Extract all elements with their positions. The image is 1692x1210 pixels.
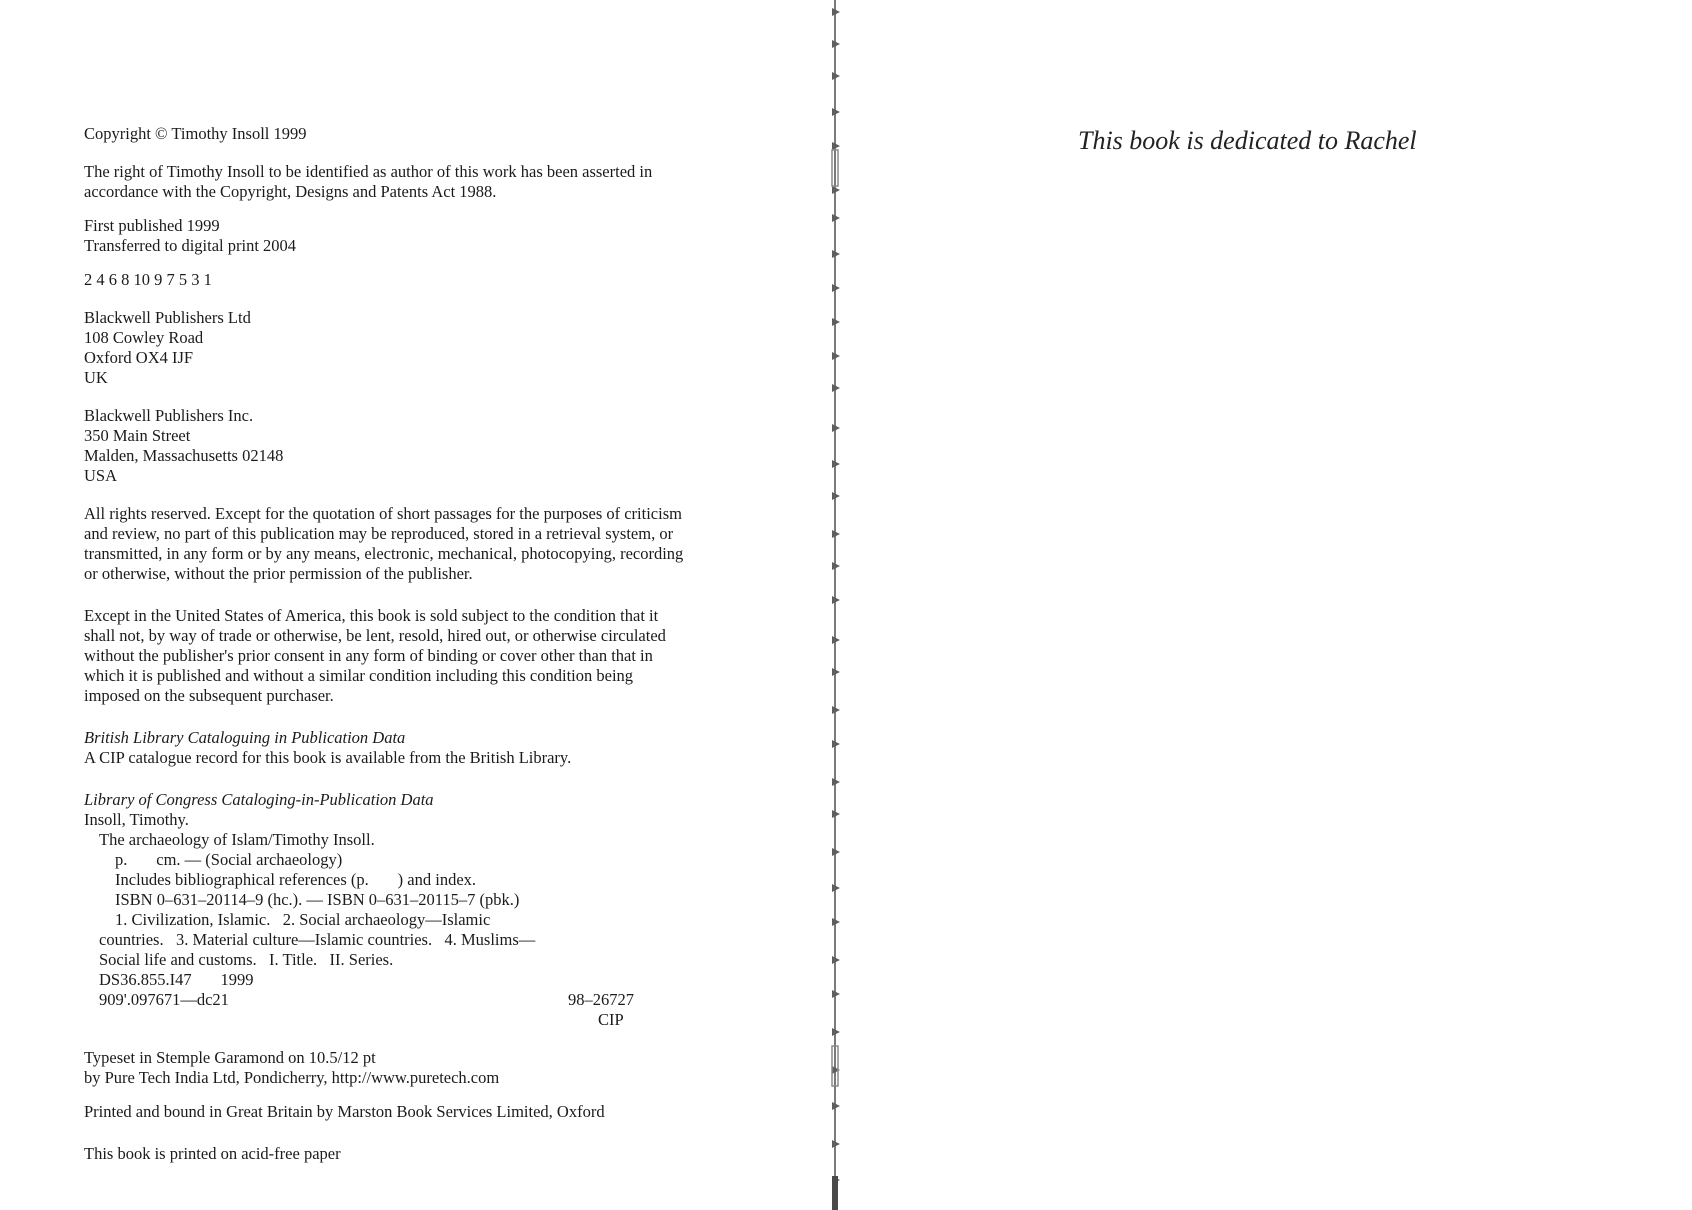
- sale-condition: Except in the United States of America, this book is sold subject to the condition that it shall not, by way of trade or otherwise, be lent, resold, hired out, or otherwise circulated without the publisher's prior consent in any form of binding or cover other than that in which it is published and without a similar condition including this condition being imposed on the subsequent purchaser.: [84, 606, 666, 705]
- british-library-cip: [84, 728, 764, 768]
- all-rights-reserved: All rights reserved. Except for the quotation of short passages for the purposes of criticism and review, no part of this publication may be reproduced, stored in a retrieval system, or transmitted, in any form or by any means, electronic, mechanical, photocopying, recording or otherwise, without the prior permission of the publisher.: [84, 504, 684, 583]
- dedication-page: [1078, 126, 1417, 156]
- printed-info: Printed and bound in Great Britain by Marston Book Services Limited, Oxford: [84, 1102, 605, 1121]
- loc-title: The archaeology of Islam/Timothy Insoll.: [99, 830, 375, 849]
- loc-dewey-row: [84, 990, 764, 1010]
- paper-info: This book is printed on acid-free paper: [84, 1144, 341, 1163]
- uk-publisher-address: Blackwell Publishers Ltd 108 Cowley Road Oxford OX4 IJF UK: [84, 308, 251, 387]
- loc-class: DS36.855.I47 1999: [99, 970, 254, 989]
- loc-number: 98–26727: [568, 990, 634, 1009]
- copyright-page: [84, 124, 764, 1164]
- typeset-info: Typeset in Stemple Garamond on 10.5/12 pt by Pure Tech India Ltd, Pondicherry, http://www.puretech.com: [84, 1048, 500, 1087]
- bl-heading: British Library Cataloguing in Publication Data: [84, 728, 406, 747]
- dedication-text: This book is dedicated to Rachel: [1078, 126, 1417, 155]
- loc-dewey: 909'.097671—dc21: [99, 990, 229, 1009]
- loc-cip: CIP: [598, 1010, 624, 1029]
- copyright-line: Copyright © Timothy Insoll 1999: [84, 124, 307, 143]
- loc-author: Insoll, Timothy.: [84, 810, 189, 829]
- loc-heading: Library of Congress Cataloging-in-Publication Data: [84, 790, 434, 809]
- print-line: 2 4 6 8 10 9 7 5 3 1: [84, 270, 212, 289]
- loc-cip-row: [84, 1010, 764, 1030]
- bl-text: A CIP catalogue record for this book is available from the British Library.: [84, 748, 572, 767]
- library-of-congress-cip: Library of Congress Cataloging-in-Publication Data Insoll, Timothy. The archaeology of Islam/Timothy Insoll. p. cm. — (Social archaeology) Includes bibliographical references (p. ) and index. ISBN 0–631–20114–9 (hc.). — ISBN 0–631–20115–7 (pbk.) 1. Civilization, Islamic. 2. Social archaeology—Islamic countries. 3. Material culture—Islamic countries. 4. Muslims— Social life and customs. I. Title. II. Series. DS36.855.I47 1999 909'.097671—dc21 98–26727 CIP: [84, 790, 764, 1030]
- spine-stitching: [820, 0, 850, 1210]
- publication-history: First published 1999 Transferred to digital print 2004: [84, 216, 297, 255]
- book-spine-gutter: [820, 0, 850, 1210]
- rights-assertion: The right of Timothy Insoll to be identified as author of this work has been asserted in accordance with the Copyright, Designs and Patents Act 1988.: [84, 162, 653, 201]
- us-publisher-address: Blackwell Publishers Inc. 350 Main Street Malden, Massachusetts 02148 USA: [84, 406, 284, 485]
